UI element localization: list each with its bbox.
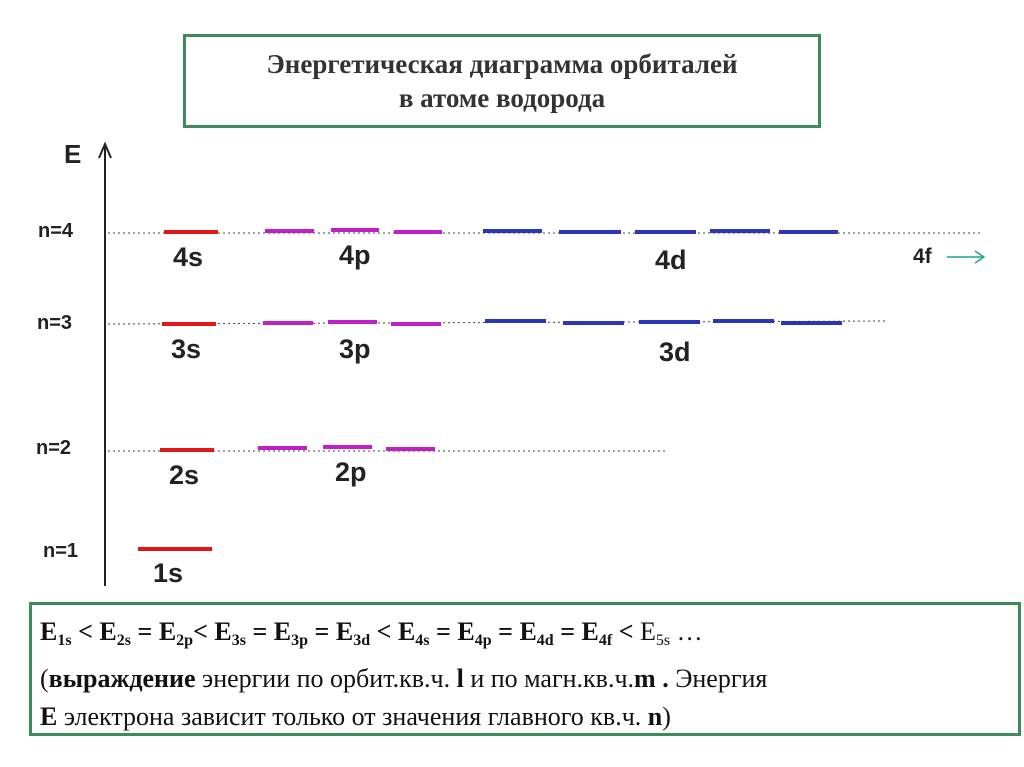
orbital-label-4d: 4d <box>655 245 687 275</box>
orbital-label-2s: 2s <box>169 460 200 490</box>
orbital-label-1s: 1s <box>153 558 184 588</box>
orbital-label-4s: 4s <box>173 242 204 272</box>
title-line-2: в атоме водорода <box>398 83 606 113</box>
level-label-n3: n=3 <box>37 312 73 334</box>
title-line-1: Энергетическая диаграмма орбиталей <box>266 49 738 79</box>
energy-inequality: $E_{1s} < E_{2s} = E_{2p}< E_{3s} = E_{3p} = E_{3d} < E_{4s} = E_{4p} = E_{4d} = E_{4f} < E_{5s}$ … <box>40 617 703 649</box>
orbital-label-4f: 4f <box>913 245 932 268</box>
dependence-line: E электрона зависит только от значения главного кв.ч. n) <box>40 702 671 731</box>
orbital-label-4p: 4p <box>339 240 371 270</box>
orbital-label-3p: 3p <box>339 334 371 364</box>
orbital-label-2p: 2p <box>335 457 367 487</box>
degeneracy-statement <box>29 602 1021 736</box>
orbital-label-3s: 3s <box>171 334 202 364</box>
orbital-label-3d: 3d <box>659 337 691 367</box>
level-label-n1: n=1 <box>43 540 79 562</box>
level-label-n4: n=4 <box>38 220 74 242</box>
degeneracy-line: (выраждение энергии по орбит.кв.ч. l и по магн.кв.ч.m . Энергия <box>40 664 768 693</box>
level-label-n2: n=2 <box>36 437 72 459</box>
energy-axis-label: E <box>64 139 82 169</box>
